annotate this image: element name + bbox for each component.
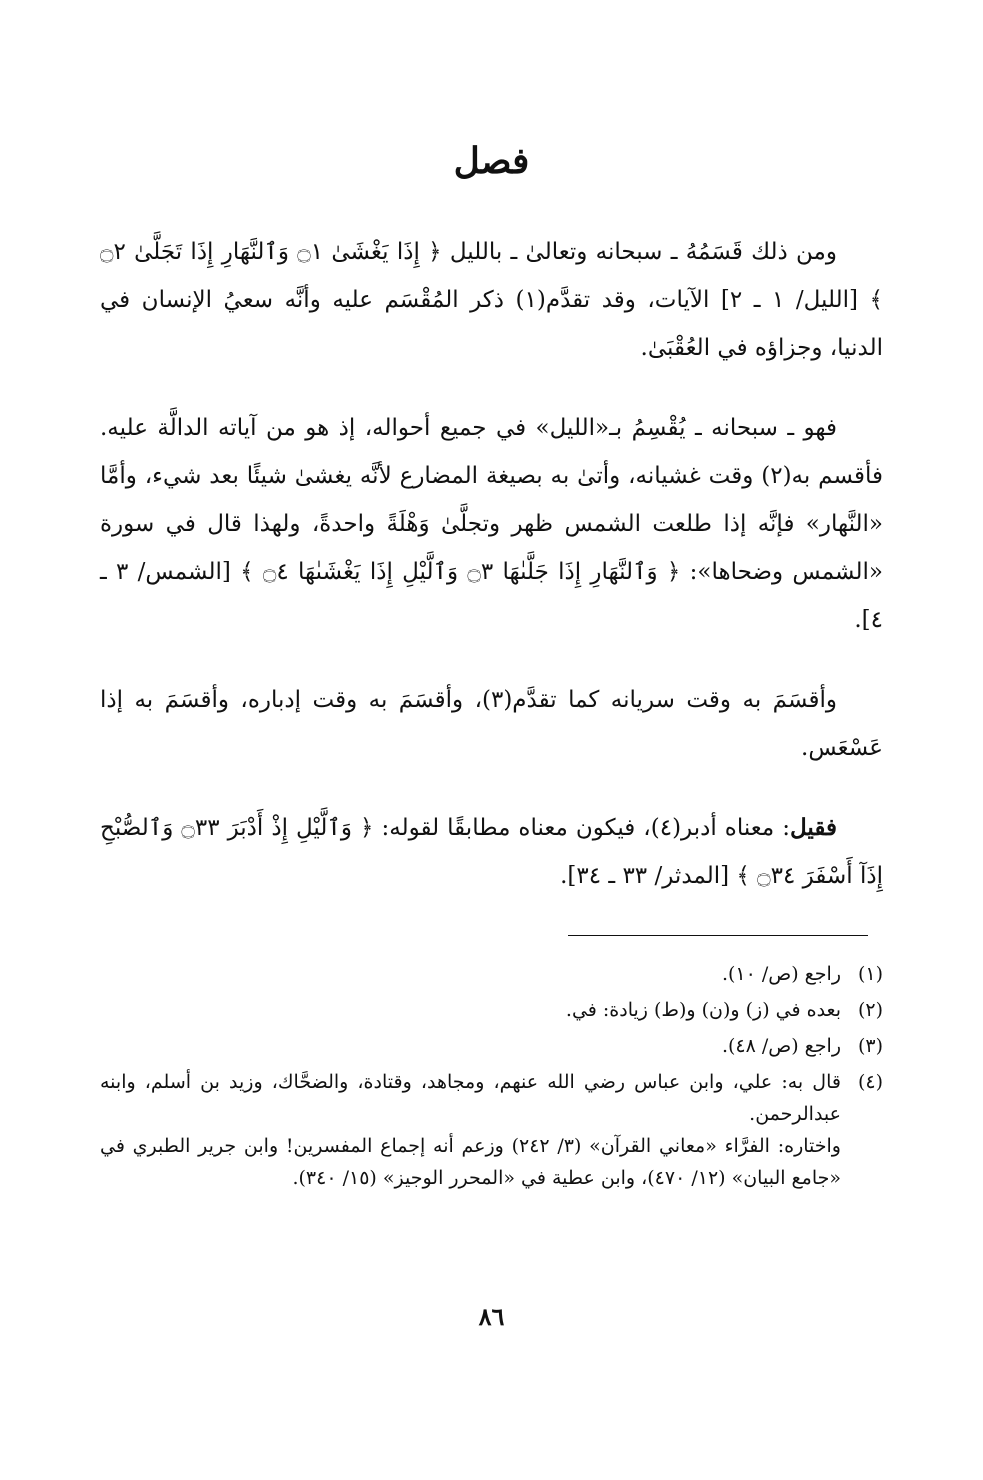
- footnote-divider: [568, 935, 868, 936]
- footnote-continuation: واختاره: الفرَّاء «معاني القرآن» (٣/ ٢٤٢) وزعم أنه إجماع المفسرين! وابن جرير الطبري في «جامع البيان» (١٢/ ٤٧٠)، وابن عطية في «المحرر الوجيز» (١٥/ ٣٤٠).: [100, 1135, 841, 1189]
- paragraph-2: فهو ـ سبحانه ـ يُقْسِمُ بـ«الليل» في جميع أحواله، إذ هو من آياته الدالَّة عليه. فأقسم به(٢) وقت غشيانه، وأتىٰ به بصيغة المضارع لأنَّه يغشىٰ شيئًا بعد شيء، وأمَّا «النَّهار» فإنَّه إذا طلعت الشمس ظهر وتجلَّىٰ وَهْلَةً واحدةً، ولهذا قال في سورة «الشمس وضحاها»: ﴿ وَٱلنَّهَارِ إِذَا جَلَّىٰهَا ۝٣ وَٱلَّيْلِ إِذَا يَغْشَىٰهَا ۝٤ ﴾ [الشمس/ ٣ ـ ٤].: [100, 415, 883, 633]
- footnote-number: (١): [857, 963, 883, 985]
- footnote-number: (٤): [857, 1071, 883, 1093]
- main-text: [100, 228, 883, 932]
- footnote-2: [100, 994, 883, 1026]
- footnote-4: [100, 1066, 883, 1194]
- paragraph-1: ومن ذلك قَسَمُهُ ـ سبحانه وتعالىٰ ـ بالليل ﴿ إِذَا يَغْشَىٰ ۝١ وَٱلنَّهَارِ إِذَا تَجَلَّىٰ ۝٢ ﴾ [الليل/ ١ ـ ٢] الآيات، وقد تقدَّم(١) ذكر المُقْسَم عليه وأنَّه سعيُ الإنسان في الدنيا، وجزاؤه في العُقْبَىٰ.: [100, 239, 883, 361]
- footnote-3: [100, 1030, 883, 1062]
- footnote-text: راجع (ص/ ١٠).: [721, 963, 841, 985]
- page-number: ٨٦: [478, 1302, 505, 1331]
- footnote-text: بعده في (ز) و(ن) و(ط) زيادة: في.: [565, 999, 841, 1021]
- section-title: فصل: [453, 140, 530, 182]
- paragraph-3: وأقسَمَ به وقت سريانه كما تقدَّم(٣)، وأقسَمَ به وقت إدباره، وأقسَمَ به إذا عَسْعَس.: [100, 687, 883, 761]
- footnote-1: [100, 958, 883, 990]
- footnotes: [100, 958, 883, 1198]
- paragraph-4-lead: فقيل: [790, 814, 838, 841]
- footnote-number: (٢): [857, 999, 883, 1021]
- footnote-text: راجع (ص/ ٤٨).: [721, 1035, 841, 1057]
- paragraph-4-text: : معناه أدبر(٤)، فيكون معناه مطابقًا لقوله: ﴿ وَٱلَّيْلِ إِذْ أَدْبَرَ ۝٣٣ وَٱلصُّبْحِ إِذَآ أَسْفَرَ ۝٣٤ ﴾ [المدثر/ ٣٣ ـ ٣٤].: [100, 815, 883, 889]
- footnote-number: (٣): [857, 1035, 883, 1057]
- footnote-body: [100, 1066, 841, 1194]
- footnote-text: قال به: علي، وابن عباس رضي الله عنهم، ومجاهد، وقتادة، والضحَّاك، وزيد بن أسلم، وابنه عبدالرحمن.: [100, 1071, 841, 1125]
- paragraph-4: [100, 804, 883, 900]
